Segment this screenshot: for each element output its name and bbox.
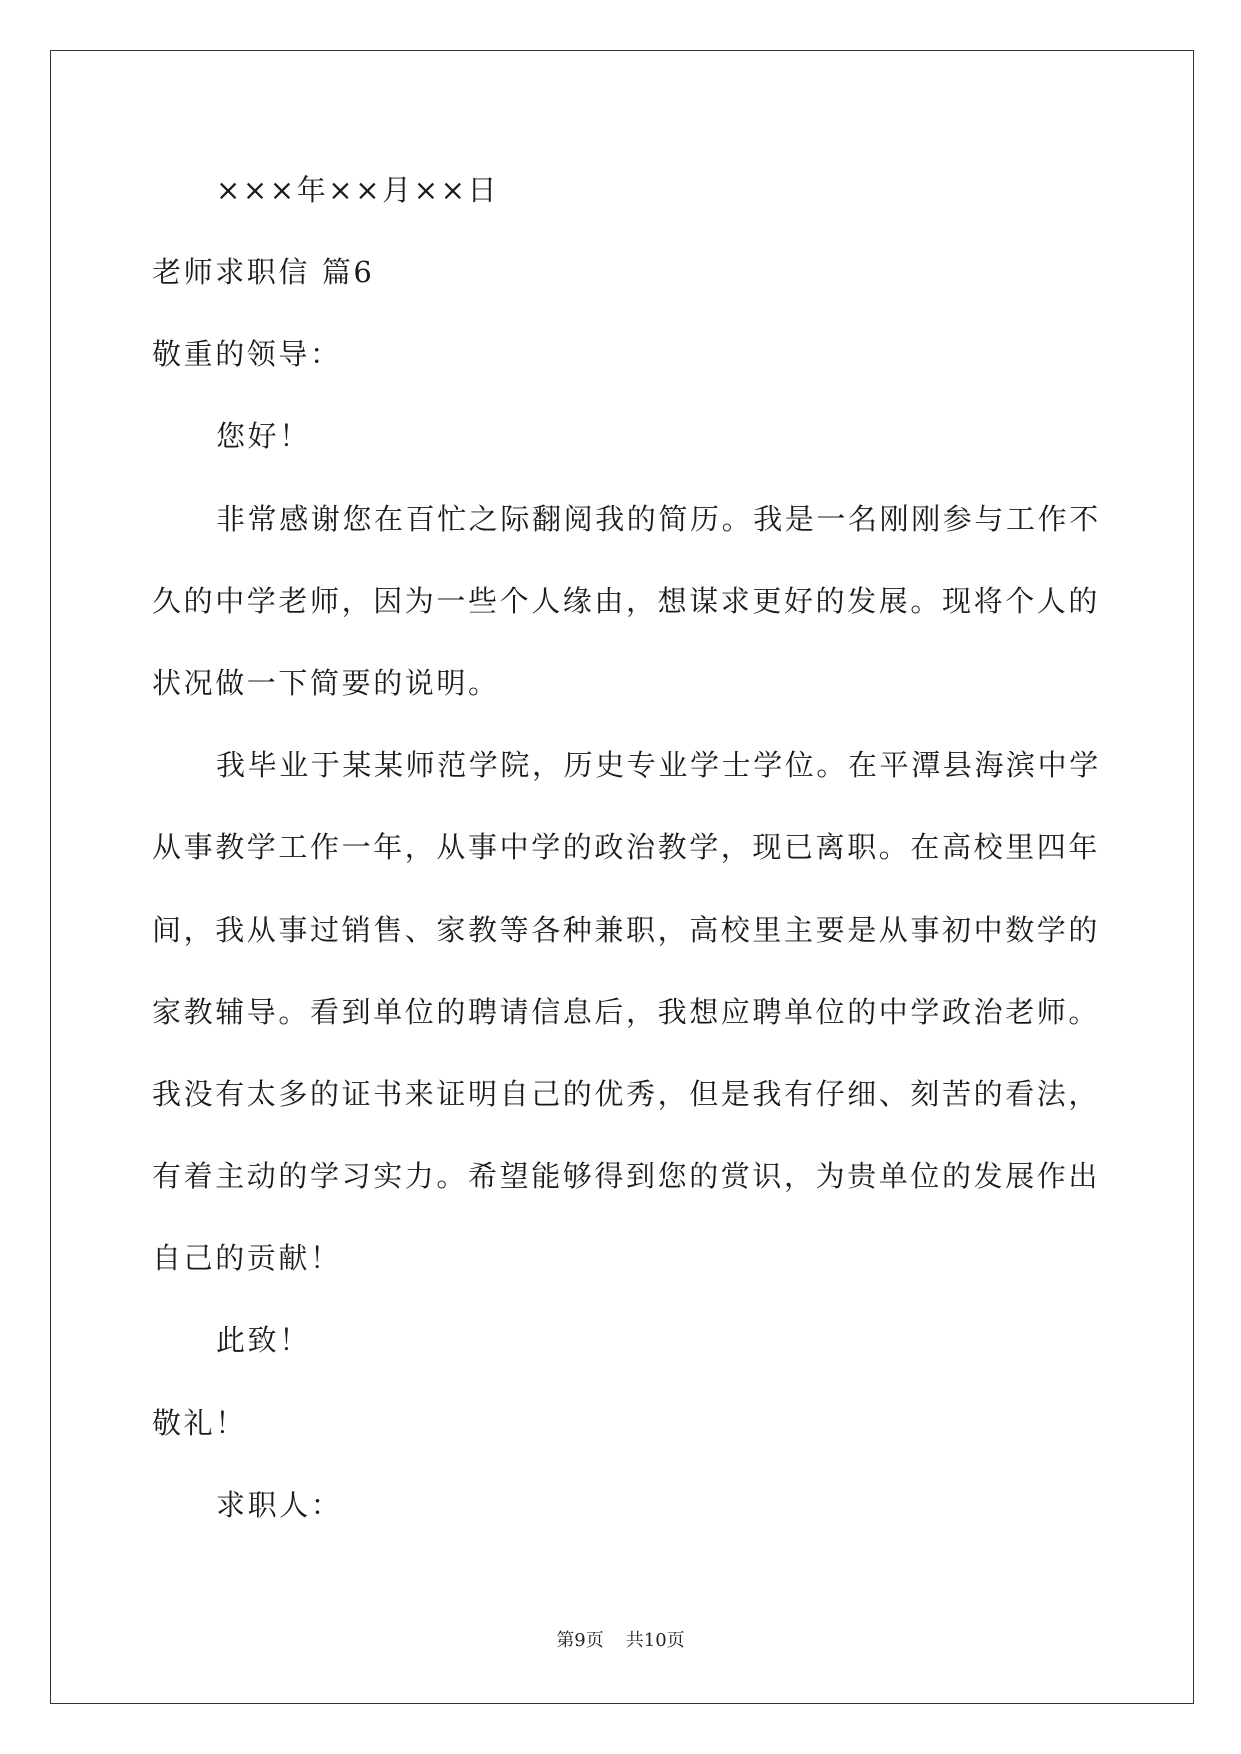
regards: 敬礼！: [152, 1406, 247, 1440]
total-pages: 共10页: [625, 1630, 685, 1651]
paragraph2-line: 家教辅导。看到单位的聘请信息后，我想应聘单位的中学政治老师。: [152, 995, 1101, 1029]
salutation: 敬重的领导：: [152, 337, 342, 371]
date-line: ×××年××月××日: [216, 173, 500, 207]
greeting: 您好！: [216, 419, 311, 453]
section-title: 老师求职信 篇6: [152, 255, 375, 289]
page-footer: [0, 1629, 1241, 1653]
paragraph2-line: 从事教学工作一年，从事中学的政治教学，现已离职。在高校里四年: [152, 830, 1101, 864]
paragraph1-line: 非常感谢您在百忙之际翻阅我的简历。我是一名刚刚参与工作不: [216, 502, 1101, 536]
page-border: [50, 50, 1194, 1704]
paragraph2-line: 我毕业于某某师范学院，历史专业学士学位。在平潭县海滨中学: [216, 748, 1101, 782]
paragraph2-line: 有着主动的学习实力。希望能够得到您的赏识，为贵单位的发展作出: [152, 1159, 1101, 1193]
paragraph2-line: 我没有太多的证书来证明自己的优秀，但是我有仔细、刻苦的看法，: [152, 1077, 1101, 1111]
paragraph1-line: 状况做一下简要的说明。: [152, 666, 500, 700]
paragraph2-line: 自己的贡献！: [152, 1241, 342, 1275]
closing: 此致！: [216, 1323, 311, 1357]
signature-label: 求职人：: [216, 1488, 343, 1522]
paragraph2-line: 间，我从事过销售、家教等各种兼职，高校里主要是从事初中数学的: [152, 913, 1101, 947]
current-page: 第9页: [556, 1630, 604, 1651]
paragraph1-line: 久的中学老师，因为一些个人缘由，想谋求更好的发展。现将个人的: [152, 584, 1101, 618]
